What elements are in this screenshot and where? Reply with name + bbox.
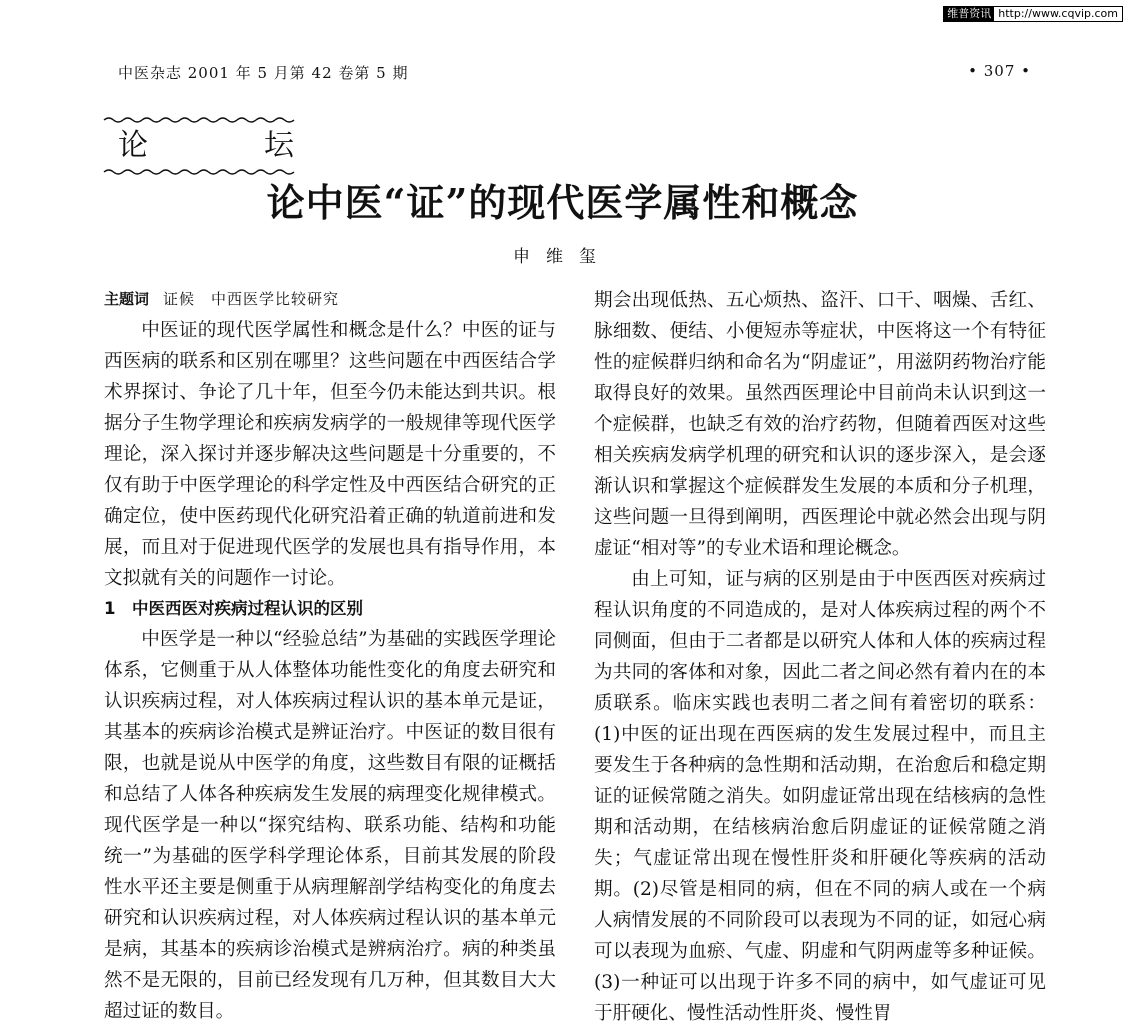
keywords-label: 主题词 bbox=[104, 290, 150, 308]
watermark bbox=[943, 6, 1123, 22]
wavy-rule-top bbox=[104, 116, 294, 124]
journal-info: 中医杂志 2001 年 5 月第 42 卷第 5 期 bbox=[118, 64, 409, 82]
watermark-url[interactable]: http://www.cqvip.com bbox=[994, 7, 1122, 21]
section-number: 1 bbox=[104, 599, 116, 618]
keywords-value: 证候 中西医学比较研究 bbox=[163, 290, 340, 308]
right-column bbox=[594, 285, 1046, 1029]
left-column bbox=[104, 285, 556, 1027]
intro-paragraph: 中医证的现代医学属性和概念是什么？中医的证与西医病的联系和区别在哪里？这些问题在中西医结合学术界探讨、争论了几十年，但至今仍未能达到共识。根据分子生物学理论和疾病发病学的一般规律等现代医学理论，深入探讨并逐步解决这些问题是十分重要的，不仅有助于中医学理论的科学定性及中西医结合研究的正确定位，使中医药现代化研究沿着正确的轨道前进和发展，而且对于促进现代医学的发展也具有指导作用，本文拟就有关的问题作一讨论。 bbox=[104, 320, 556, 589]
body-paragraph-continued: 期会出现低热、五心烦热、盗汗、口干、咽燥、舌红、脉细数、便结、小便短赤等症状，中医将这一个有特征性的症候群归纳和命名为“阴虚证”，用滋阴药物治疗能取得良好的效果。虽然西医理论中目前尚未认识到这一个症候群，也缺乏有效的治疗药物，但随着西医对这些相关疾病发病学机理的研究和认识的逐步深入，是会逐渐认识和掌握这个症候群发生发展的本质和分子机理，这些问题一旦得到阐明，西医理论中就必然会出现与阴虚证“相对等”的专业术语和理论概念。 bbox=[594, 290, 1046, 559]
column-name bbox=[118, 128, 294, 164]
article-title: 论中医“证”的现代医学属性和概念 bbox=[266, 180, 859, 225]
watermark-name: 维普资讯 bbox=[944, 7, 994, 21]
column-name-right: 坛 bbox=[264, 128, 294, 163]
column-name-left: 论 bbox=[118, 128, 148, 163]
wavy-rule-bottom bbox=[104, 168, 294, 176]
author-name: 申维玺 bbox=[513, 247, 612, 267]
section-heading bbox=[104, 594, 556, 624]
page-number: • 307 • bbox=[968, 62, 1031, 80]
running-header bbox=[118, 62, 1031, 83]
keywords bbox=[104, 285, 556, 313]
body-paragraph: 由上可知，证与病的区别是由于中医西医对疾病过程认识角度的不同造成的，是对人体疾病过程的两个不同侧面，但由于二者都是以研究人体和人体的疾病过程为共同的客体和对象，因此二者之间必然有着内在的本质联系。临床实践也表明二者之间有着密切的联系：(1)中医的证出现在西医病的发生发展过程中，而且主要发生于各种病的急性期和活动期，在治愈后和稳定期证的证候常随之消失。如阴虚证常出现在结核病的急性期和活动期，在结核病治愈后阴虚证的证候常随之消失；气虚证常出现在慢性肝炎和肝硬化等疾病的活动期。(2)尽管是相同的病，但在不同的病人或在一个病人病情发展的不同阶段可以表现为不同的证，如冠心病可以表现为血瘀、气虚、阴虚和气阴两虚等多种证候。(3)一种证可以出现于许多不同的病中，如气虚证可见于肝硬化、慢性活动性肝炎、慢性胃 bbox=[594, 569, 1046, 1024]
body-paragraph: 中医学是一种以“经验总结”为基础的实践医学理论体系，它侧重于从人体整体功能性变化的角度去研究和认识疾病过程，对人体疾病过程认识的基本单元是证，其基本的疾病诊治模式是辨证治疗。中医证的数目很有限，也就是说从中医学的角度，这些数目有限的证概括和总结了人体各种疾病发生发展的病理变化规律模式。现代医学是一种以“探究结构、联系功能、结构和功能统一”为基础的医学科学理论体系，目前其发展的阶段性水平还主要是侧重于从病理解剖学结构变化的角度去研究和认识疾病过程，对人体疾病过程认识的基本单元是病，其基本的疾病诊治模式是辨病治疗。病的种类虽然不是无限的，目前已经发现有几万种，但其数目大大超过证的数目。 bbox=[104, 629, 556, 1022]
section-title: 中医西医对疾病过程认识的区别 bbox=[132, 599, 363, 618]
